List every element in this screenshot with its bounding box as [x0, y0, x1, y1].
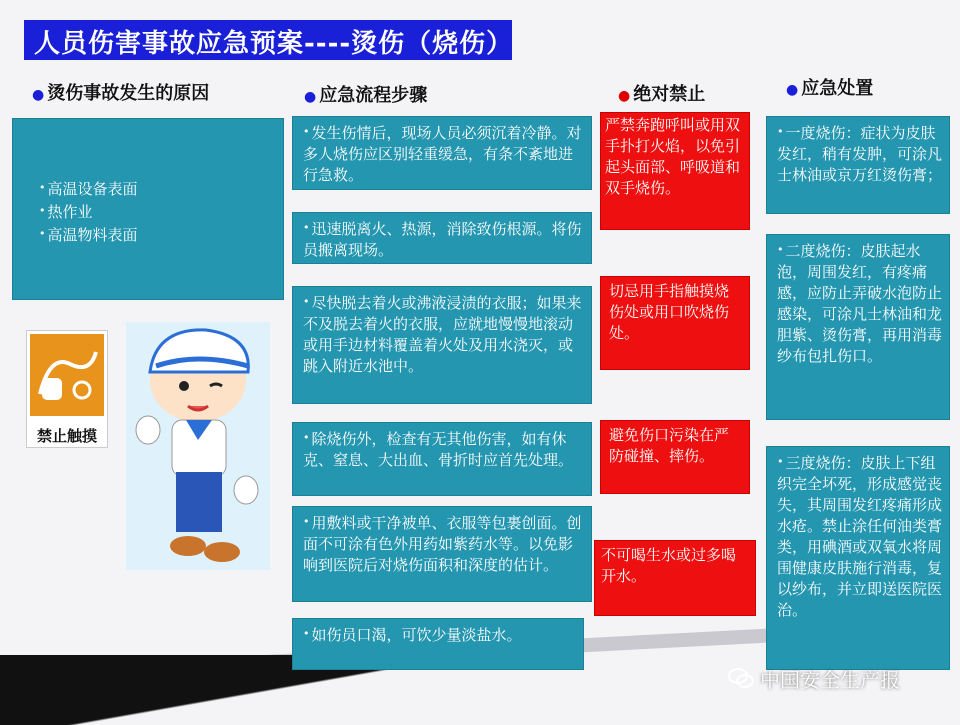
cause-item	[39, 177, 283, 200]
bullet: •	[303, 221, 310, 234]
no-touch-sign	[26, 330, 108, 448]
page-title: 人员伤害事故应急预案----烫伤（烧伤）	[24, 20, 512, 60]
bullet: •	[39, 181, 46, 194]
cause-item-text: 高温设备表面	[47, 180, 138, 198]
wechat-icon	[728, 668, 754, 688]
step-text: 发生伤情后，现场人员必须沉着冷静。对多人烧伤应区别轻重缓急，有条不紊地进行急救。	[303, 124, 582, 184]
forbidden-box: 严禁奔跑呼叫或用双手扑打火焰，以免引起头面部、呼吸道和双手烧伤。	[600, 112, 750, 230]
cause-box	[12, 118, 284, 300]
heading-cause-text: 烫伤事故发生的原因	[47, 83, 210, 104]
bullet: •	[303, 431, 310, 444]
step-text: 尽快脱去着火或沸液浸渍的衣服；如果来不及脱去着火的衣服，应就地慢慢地滚动或用手边材料覆盖着火处及用水浇灭，或跳入附近水池中。	[303, 294, 582, 375]
cause-item	[39, 200, 283, 223]
cause-item	[39, 223, 283, 246]
step-box	[292, 286, 592, 404]
forbidden-box: 避免伤口污染在严防碰撞、摔伤。	[600, 420, 750, 494]
bullet: •	[303, 295, 310, 308]
heading-dot: ●	[304, 89, 317, 105]
heading-response	[786, 74, 873, 100]
cause-item-text: 高温物料表面	[47, 226, 138, 244]
response-box	[766, 446, 950, 670]
response-box	[766, 116, 950, 214]
heading-dot: ●	[786, 82, 799, 98]
forbidden-box: 不可喝生水或过多喝开水。	[594, 540, 756, 616]
response-text: 一度烧伤：症状为皮肤发红，稍有发肿，可涂凡士林油或京万红烫伤膏；	[777, 124, 943, 184]
step-box	[292, 506, 592, 602]
step-text: 如伤员口渴，可饮少量淡盐水。	[311, 626, 522, 644]
bullet: •	[777, 243, 784, 256]
hot-surface-icon	[30, 334, 104, 416]
response-text: 三度烧伤：皮肤上下组织完全坏死，形成感觉丧失，其周围发红疼痛形成水疮。禁止涂任何油类膏类，用碘酒或双氧水将周围健康皮肤施行消毒，复以纱布，并立即送医院医治。	[777, 454, 943, 619]
step-text: 除烧伤外，检查有无其他伤害，如有休克、窒息、大出血、骨折时应首先处理。	[303, 430, 574, 469]
bullet: •	[39, 204, 46, 217]
heading-forbidden	[618, 80, 705, 106]
heading-steps-text: 应急流程步骤	[319, 85, 428, 106]
response-text: 二度烧伤：皮肤起水泡，周围发红，有疼痛感，应防止弄破水泡防止感染，可涂凡士林油和龙胆紫、烫伤膏，再用消毒纱布包扎伤口。	[777, 242, 943, 365]
cartoon-worker-illustration	[126, 322, 270, 570]
step-box	[292, 618, 584, 670]
bullet: •	[777, 125, 784, 138]
forbidden-box: 切忌用手指触摸烧伤处或用口吹烧伤处。	[600, 276, 750, 370]
response-box	[766, 234, 950, 420]
heading-dot: ●	[32, 87, 45, 103]
bullet: •	[303, 627, 310, 640]
step-box	[292, 116, 592, 190]
bullet: •	[303, 125, 310, 138]
bullet: •	[777, 455, 784, 468]
cause-item-text: 热作业	[47, 203, 93, 221]
bullet: •	[303, 515, 310, 528]
sign-label: 禁止触摸	[36, 427, 97, 445]
watermark	[728, 662, 938, 694]
heading-cause	[32, 79, 209, 105]
heading-response-text: 应急处置	[801, 78, 874, 99]
heading-forbidden-text: 绝对禁止	[633, 84, 706, 105]
heading-steps	[304, 81, 427, 107]
heading-dot: ●	[618, 88, 631, 104]
step-text: 迅速脱离火、热源，消除致伤根源。将伤员搬离现场。	[303, 220, 582, 259]
watermark-text: 中国安全生产报	[760, 667, 900, 692]
bullet: •	[39, 227, 46, 240]
step-box	[292, 212, 592, 264]
step-box	[292, 422, 592, 496]
step-text: 用敷料或干净被单、衣服等包裹创面。创面不可涂有色外用药如紫药水等。以免影响到医院后对烧伤面积和深度的估计。	[303, 514, 582, 574]
